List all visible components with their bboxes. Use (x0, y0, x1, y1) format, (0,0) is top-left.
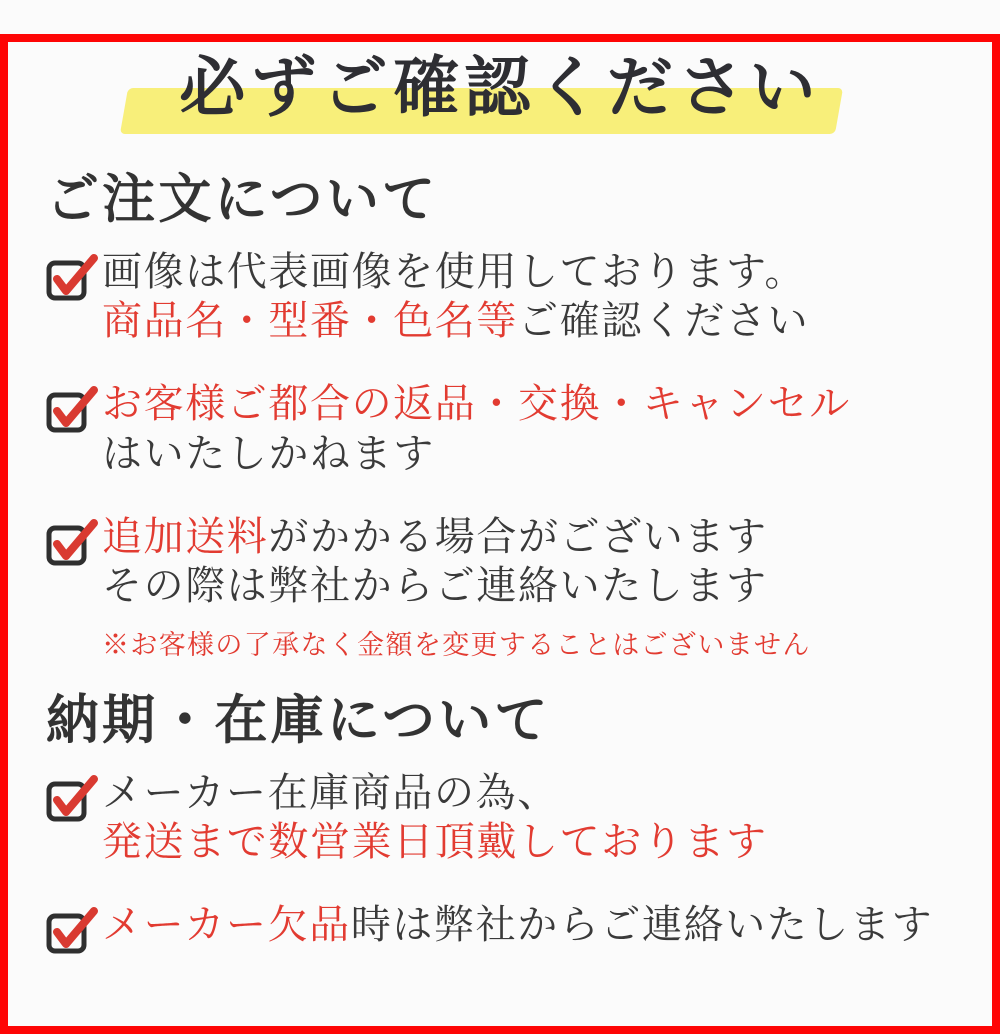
item-text-line (102, 432, 954, 477)
item-text-line (102, 903, 954, 948)
item-text-line (102, 382, 954, 427)
section-heading-delivery: 納期・在庫について (46, 689, 551, 752)
checkbox-check-icon (46, 773, 98, 823)
item-text: その際は弊社からご連絡いたします (102, 562, 768, 609)
item-text-emphasis: 追加送料 (102, 513, 269, 560)
item-text: はいたしかねます (102, 430, 435, 477)
item-text-emphasis: メーカー欠品 (102, 902, 351, 949)
page-title: 必ずご確認ください (179, 48, 821, 126)
item-text-line (102, 564, 954, 609)
item-text-line (102, 820, 954, 865)
list-item-maker-shortage (46, 903, 954, 955)
item-text-emphasis: 発送まで数営業日頂戴しております (102, 819, 768, 866)
checkbox-check-icon (46, 384, 98, 434)
list-item-no-returns (46, 382, 954, 476)
item-text-line (102, 299, 954, 344)
item-text-emphasis: 商品名・型番・色名等 (102, 298, 518, 345)
page-header (0, 34, 1000, 129)
price-change-note: ※お客様の了承なく金額を変更することはございません (102, 630, 811, 662)
checkbox-check-icon (46, 252, 98, 302)
item-text: メーカー在庫商品の為、 (102, 770, 559, 816)
checkbox-check-icon (46, 517, 98, 567)
item-text: ご確認ください (518, 298, 810, 345)
list-item-maker-stock (46, 771, 954, 865)
item-text: 画像は代表画像を使用しております。 (102, 248, 806, 295)
list-item-representative-image (46, 250, 954, 344)
item-text-line (102, 771, 954, 816)
item-text-emphasis: お客様ご都合の返品・交換・キャンセル (102, 381, 851, 428)
checkbox-check-icon (46, 905, 98, 955)
item-text: 時は弊社からご連絡いたします (350, 902, 934, 949)
section-heading-order: ご注文について (46, 168, 439, 230)
list-item-extra-shipping (46, 515, 954, 662)
item-text: がかかる場合がございます (268, 513, 768, 560)
notice-content (0, 169, 1000, 955)
item-text-line (102, 515, 954, 560)
item-text-line (102, 250, 954, 295)
